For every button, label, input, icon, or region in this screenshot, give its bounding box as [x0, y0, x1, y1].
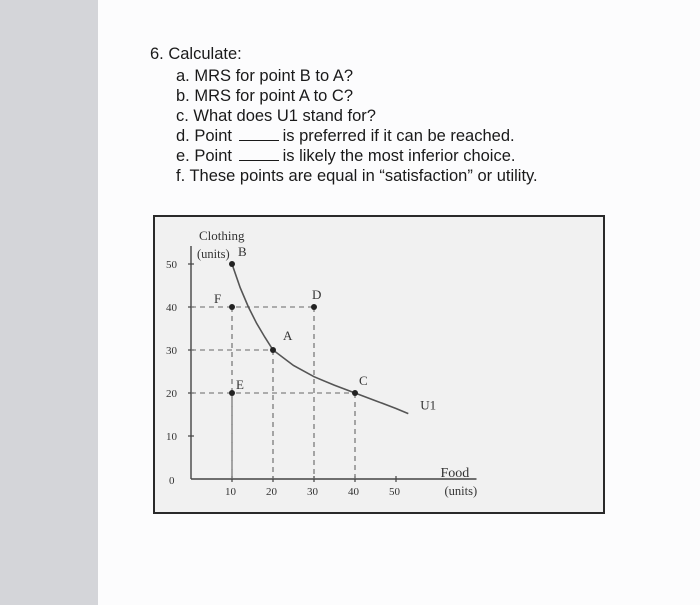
point-B	[229, 261, 235, 267]
curve-label-u1: U1	[420, 397, 437, 413]
point-A	[270, 347, 276, 353]
question-item-e: e. Point is likely the most inferior choice.	[176, 147, 516, 165]
question-item-a: a. MRS for point B to A?	[176, 67, 354, 85]
point-label-E: E	[236, 377, 244, 392]
origin-label: 0	[169, 475, 175, 487]
question-list	[150, 66, 538, 186]
answer-blank[interactable]	[239, 146, 279, 161]
question-item-d: d. Point is preferred if it can be reached.	[176, 127, 515, 145]
point-D	[311, 304, 317, 310]
x-axis-label: Food	[440, 466, 470, 481]
question-title: 6. Calculate:	[150, 45, 242, 63]
y-tick-label: 30	[166, 345, 177, 357]
indifference-curve-figure	[153, 215, 605, 514]
question-item-b: b. MRS for point A to C?	[176, 87, 354, 105]
point-E	[229, 390, 235, 396]
point-label-A: A	[283, 328, 293, 343]
y-tick-label: 50	[166, 259, 177, 271]
answer-blank[interactable]	[239, 126, 279, 141]
point-C	[352, 390, 358, 396]
x-tick-label: 10	[225, 486, 236, 498]
point-label-D: D	[312, 287, 322, 302]
x-tick-label: 40	[348, 486, 359, 498]
point-label-F: F	[214, 291, 222, 306]
y-tick-label: 20	[166, 388, 177, 400]
x-tick-label: 50	[389, 486, 400, 498]
background-left-margin	[0, 0, 98, 605]
question-item-c: c. What does U1 stand for?	[176, 107, 376, 125]
point-label-B: B	[238, 244, 247, 259]
question-item-f: f. These points are equal in “satisfaction” or utility.	[176, 167, 538, 185]
y-axis-label: Clothing	[199, 228, 245, 243]
x-axis-units: (units)	[444, 484, 478, 498]
y-tick-label: 40	[166, 302, 177, 314]
chart-svg	[155, 217, 603, 512]
question-block	[150, 44, 538, 186]
y-tick-label: 10	[166, 431, 177, 443]
point-label-C: C	[359, 373, 368, 388]
x-tick-label: 20	[266, 486, 277, 498]
point-F	[229, 304, 235, 310]
x-tick-label: 30	[307, 486, 318, 498]
y-axis-units: (units)	[197, 247, 230, 261]
